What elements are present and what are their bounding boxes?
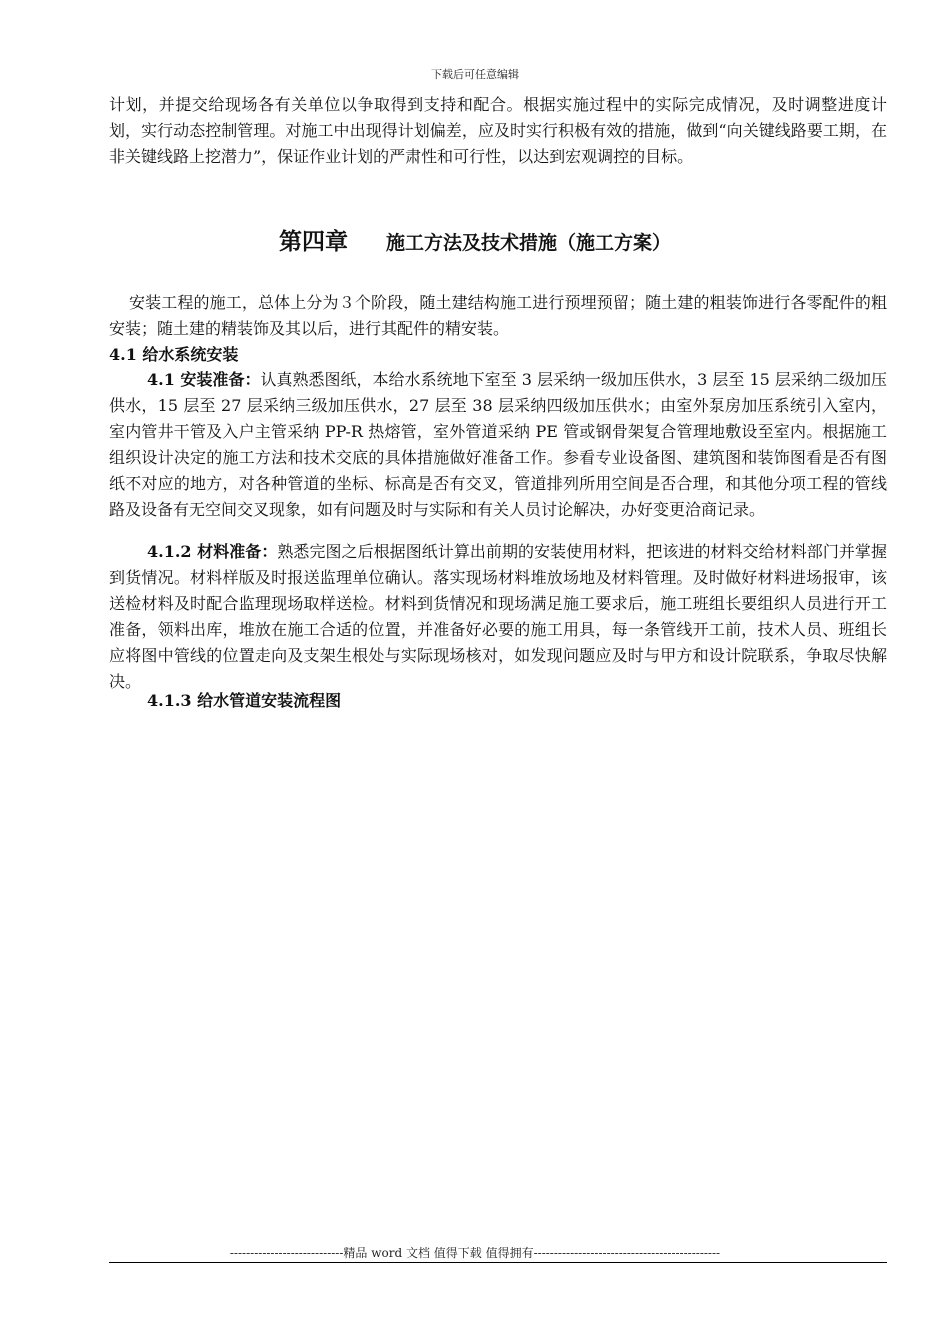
overview-paragraph: 安装工程的施工，总体上分为３个阶段，随土建结构施工进行预埋预留；随土建的粗装饰进行各零配件的粗安装；随土建的精装饰及其以后，进行其配件的精安装。 bbox=[109, 293, 887, 338]
materials-text: 熟悉完图之后根据图纸计算出前期的安装使用材料，把该进的材料交给材料部门并掌握到货情况。材料样版及时报送监理单位确认。落实现场材料堆放场地及材料管理。及时做好材料进场报审，该送检材料及时配合监理现场取样送检。材料到货情况和现场满足施工要求后，施工班组长要组织人员进行开工准备，领料出库，堆放在施工合适的位置，并准备好必要的施工用具，每一条管线开工前，技术人员、班组长应将图中管线的位置走向及支架生根处与实际现场核对，如发现问题应及时与甲方和设计院联系，争取尽快解决。 bbox=[109, 542, 887, 691]
install-prep-text: 认真熟悉图纸，本给水系统地下室至 3 层采纳一级加压供水，3 层至 15 层采纳二级加压供水，15 层至 27 层采纳三级加压供水，27 层至 38 层采纳四级加压供水；由室外泵房加压系统引入室内，室内管井干管及入户主管采纳 PP-R 热熔管，室外管道采纳 PE 管或钢骨架复合管理地敷设至室内。根据施工组织设计决定的施工方法和技术交底的具体措施做好准备工作。参看专业设备图、建筑图和装饰图看是否有图纸不对应的地方，对各种管道的坐标、标高是否有交叉，管道排列所用空间是否合理，和其他分项工程的管线路及设备有无空间交叉现象，如有问题及时与实际和有关人员讨论解决，办好变更洽商记录。 bbox=[109, 370, 887, 519]
page-header: 下载后可任意编辑 bbox=[431, 68, 519, 81]
install-prep-lead: 4.1 安装准备： bbox=[147, 370, 261, 389]
flow-chart-heading: 4.1.3 给水管道安装流程图 bbox=[147, 691, 342, 710]
install-prep-paragraph bbox=[109, 367, 887, 523]
intro-paragraph: 计划，并提交给现场各有关单位以争取得到支持和配合。根据实施过程中的实际完成情况，及时调整进度计划，实行动态控制管理。对施工中出现得计划偏差，应及时实行积极有效的措施，做到“向关键线路要工期，在非关键线路上挖潜力”，保证作业计划的严肃性和可行性，以达到宏观调控的目标。 bbox=[109, 95, 887, 166]
materials-lead: 4.1.2 材料准备： bbox=[147, 542, 278, 561]
materials-paragraph bbox=[109, 539, 887, 695]
chapter-number: 第四章 bbox=[278, 228, 348, 255]
section-heading-4-1: 4.1 给水系统安装 bbox=[109, 345, 239, 364]
page-footer: ----------------------------精品 word 文档 值得下载 值得拥有---------------------------------------------- bbox=[229, 1246, 721, 1260]
chapter-title: 施工方法及技术措施（施工方案） bbox=[385, 232, 671, 254]
chapter-heading bbox=[0, 226, 950, 259]
footer-rule bbox=[109, 1262, 887, 1263]
